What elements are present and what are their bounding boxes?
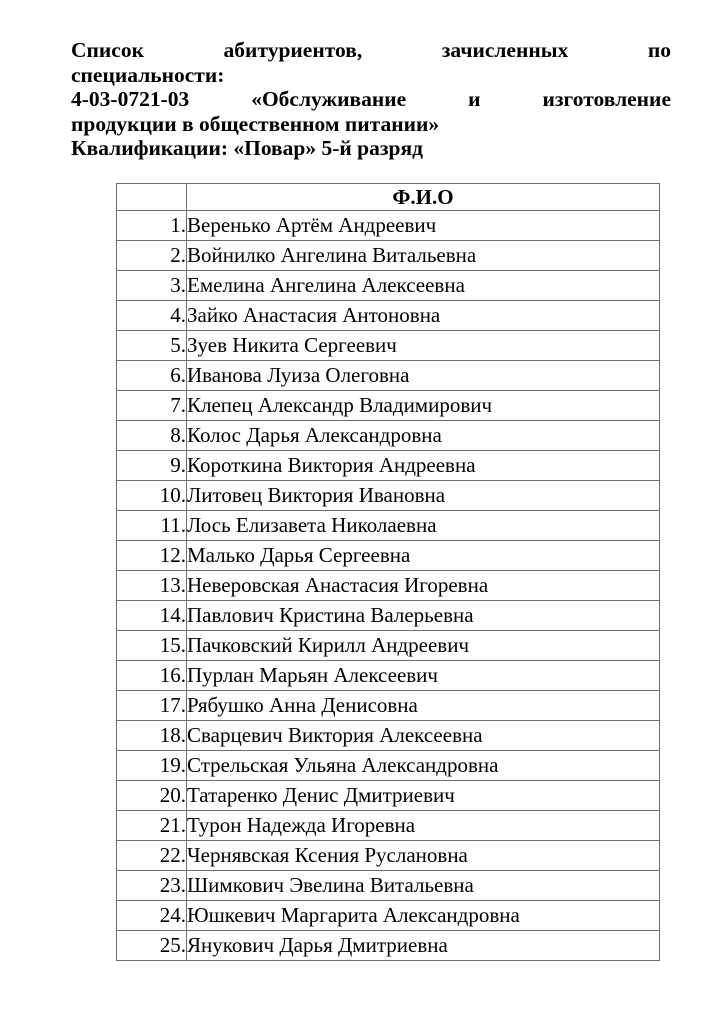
student-name: Турон Надежда Игоревна (187, 811, 660, 841)
student-name: Лось Елизавета Николаевна (187, 511, 660, 541)
enrollees-table (116, 183, 660, 961)
document-header (71, 38, 671, 161)
student-name: Малько Дарья Сергеевна (187, 541, 660, 571)
header-line-2: специальности: (71, 62, 225, 87)
table-row (117, 361, 660, 391)
table-row (117, 481, 660, 511)
header-line-4: продукции в общественном питании» (71, 111, 440, 136)
table-row (117, 751, 660, 781)
row-number: 2. (117, 241, 187, 271)
table-row (117, 511, 660, 541)
row-number: 25. (117, 931, 187, 961)
row-number: 4. (117, 301, 187, 331)
student-name: Павлович Кристина Валерьевна (187, 601, 660, 631)
row-number: 24. (117, 901, 187, 931)
table-row (117, 541, 660, 571)
table-row (117, 391, 660, 421)
student-name: Стрельская Ульяна Александровна (187, 751, 660, 781)
table-row (117, 271, 660, 301)
student-name: Литовец Виктория Ивановна (187, 481, 660, 511)
student-name: Иванова Луиза Олеговна (187, 361, 660, 391)
student-name: Веренько Артём Андреевич (187, 211, 660, 241)
row-number: 14. (117, 601, 187, 631)
table-row (117, 871, 660, 901)
student-name: Рябушко Анна Денисовна (187, 691, 660, 721)
table-row (117, 241, 660, 271)
row-number: 9. (117, 451, 187, 481)
student-name: Неверовская Анастасия Игоревна (187, 571, 660, 601)
student-name: Шимкович Эвелина Витальевна (187, 871, 660, 901)
table-row (117, 451, 660, 481)
table-row (117, 931, 660, 961)
row-number: 16. (117, 661, 187, 691)
table-row (117, 421, 660, 451)
name-column-header: Ф.И.О (187, 184, 660, 211)
student-name: Колос Дарья Александровна (187, 421, 660, 451)
row-number: 11. (117, 511, 187, 541)
student-name: Пачковский Кирилл Андреевич (187, 631, 660, 661)
number-column-header (117, 184, 187, 211)
header-line-3: 4-03-0721-03 «Обслуживание и изготовление (71, 87, 671, 111)
table-row (117, 631, 660, 661)
row-number: 10. (117, 481, 187, 511)
student-name: Чернявская Ксения Руслановна (187, 841, 660, 871)
table-row (117, 781, 660, 811)
student-name: Короткина Виктория Андреевна (187, 451, 660, 481)
header-line-1: Список абитуриентов, зачисленных по (71, 38, 671, 62)
student-name: Янукович Дарья Дмитриевна (187, 931, 660, 961)
table-row (117, 811, 660, 841)
row-number: 5. (117, 331, 187, 361)
table-row (117, 571, 660, 601)
table-row (117, 331, 660, 361)
table-row (117, 901, 660, 931)
row-number: 1. (117, 211, 187, 241)
student-name: Зайко Анастасия Антоновна (187, 301, 660, 331)
student-name: Сварцевич Виктория Алексеевна (187, 721, 660, 751)
student-name: Юшкевич Маргарита Александровна (187, 901, 660, 931)
student-name: Клепец Александр Владимирович (187, 391, 660, 421)
row-number: 23. (117, 871, 187, 901)
row-number: 19. (117, 751, 187, 781)
student-name: Войнилко Ангелина Витальевна (187, 241, 660, 271)
table-body (117, 211, 660, 961)
row-number: 3. (117, 271, 187, 301)
student-name: Зуев Никита Сергеевич (187, 331, 660, 361)
row-number: 22. (117, 841, 187, 871)
row-number: 18. (117, 721, 187, 751)
table-row (117, 721, 660, 751)
row-number: 8. (117, 421, 187, 451)
row-number: 13. (117, 571, 187, 601)
row-number: 20. (117, 781, 187, 811)
table-header-row (117, 184, 660, 211)
row-number: 7. (117, 391, 187, 421)
table-row (117, 661, 660, 691)
row-number: 15. (117, 631, 187, 661)
row-number: 21. (117, 811, 187, 841)
table-row (117, 211, 660, 241)
table-row (117, 841, 660, 871)
header-line-5: Квалификации: «Повар» 5-й разряд (71, 136, 423, 160)
student-name: Емелина Ангелина Алексеевна (187, 271, 660, 301)
row-number: 17. (117, 691, 187, 721)
table-row (117, 301, 660, 331)
row-number: 6. (117, 361, 187, 391)
table-row (117, 691, 660, 721)
student-name: Татаренко Денис Дмитриевич (187, 781, 660, 811)
student-name: Пурлан Марьян Алексеевич (187, 661, 660, 691)
row-number: 12. (117, 541, 187, 571)
table-row (117, 601, 660, 631)
